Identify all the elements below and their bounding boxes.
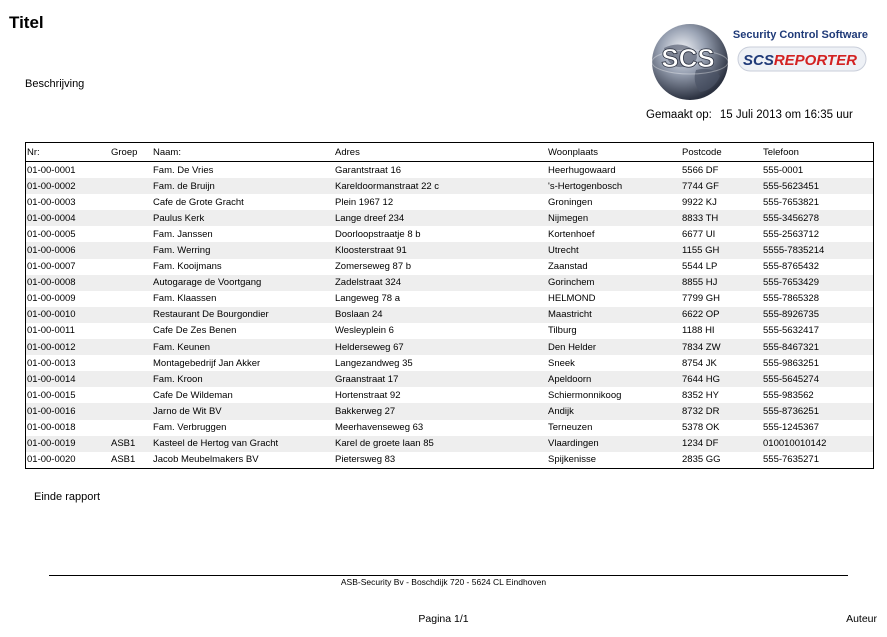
cell-groep — [110, 339, 152, 355]
logo-emblem-text: SCS — [661, 43, 715, 73]
cell-groep — [110, 259, 152, 275]
cell-woonplaats: HELMOND — [548, 293, 596, 305]
cell-telefoon: 555-8467321 — [762, 339, 873, 355]
cell-telefoon: 555-0001 — [763, 164, 804, 176]
cell-nr: 01-00-0013 — [27, 357, 76, 369]
cell-telefoon: 555-5645274 — [762, 371, 873, 387]
cell-nr: 01-00-0011 — [27, 325, 75, 337]
cell-postcode: 6622 OP — [681, 307, 762, 323]
column-header-groep: Groep — [110, 143, 152, 162]
cell-nr: 01-00-0008 — [26, 275, 110, 291]
cell-naam: Cafe de Grote Gracht — [153, 196, 244, 208]
cell-telefoon: 555-983562 — [763, 389, 814, 401]
cell-nr: 01-00-0002 — [26, 178, 110, 194]
table-row — [26, 436, 873, 452]
column-header-nr: Nr: — [26, 143, 110, 162]
cell-woonplaats: Gorinchem — [547, 275, 681, 291]
cell-postcode: 5566 DF — [682, 164, 719, 176]
cell-nr: 01-00-0014 — [26, 371, 110, 387]
cell-postcode: 1188 HI — [682, 325, 715, 337]
cell-naam: Cafe De Wildeman — [153, 389, 233, 401]
cell-adres: Zadelstraat 324 — [334, 275, 547, 291]
cell-telefoon: 555-8765432 — [763, 261, 819, 273]
cell-telefoon: 555-7653821 — [763, 196, 819, 208]
cell-groep — [110, 226, 152, 242]
cell-telefoon: 5555-7835214 — [762, 242, 873, 258]
cell-groep — [110, 291, 152, 307]
cell-groep — [110, 275, 152, 291]
cell-telefoon: 555-1245367 — [763, 422, 819, 434]
cell-postcode: 8352 HY — [682, 389, 719, 401]
cell-groep — [110, 242, 152, 258]
table-row — [26, 226, 873, 242]
table-row — [26, 291, 873, 307]
cell-postcode: 5544 LP — [682, 261, 718, 273]
cell-groep: ASB1 — [111, 454, 136, 466]
cell-postcode: 7834 ZW — [681, 339, 762, 355]
cell-adres: Karel de groete laan 85 — [334, 436, 547, 452]
cell-adres: Helderseweg 67 — [334, 339, 547, 355]
table-row — [26, 452, 873, 468]
cell-telefoon: 555-9863251 — [763, 357, 819, 369]
table-row — [26, 420, 873, 436]
cell-nr: 01-00-0003 — [27, 196, 76, 208]
column-header-adres: Adres — [334, 143, 547, 162]
cell-woonplaats: Spijkenisse — [548, 454, 597, 466]
cell-telefoon: 555-2563712 — [763, 228, 819, 240]
table-row — [26, 323, 873, 339]
cell-postcode: 8833 TH — [681, 210, 762, 226]
cell-postcode: 9922 KJ — [682, 196, 717, 208]
cell-adres: Langeweg 78 a — [335, 293, 400, 305]
cell-groep — [110, 194, 152, 210]
table-row — [26, 242, 873, 258]
created-on — [646, 109, 853, 121]
cell-nr: 01-00-0015 — [27, 389, 76, 401]
end-of-report: Einde rapport — [34, 491, 101, 503]
table-row — [26, 355, 873, 371]
cell-telefoon: 555-3456278 — [762, 210, 873, 226]
cell-postcode: 5378 OK — [682, 422, 720, 434]
cell-telefoon: 555-8736251 — [762, 403, 873, 419]
cell-groep — [110, 323, 152, 339]
table-row — [26, 403, 873, 419]
cell-naam: Kasteel de Hertog van Gracht — [152, 436, 334, 452]
cell-adres: Langezandweg 35 — [335, 357, 413, 369]
author: Auteur — [846, 613, 877, 625]
scs-logo — [650, 20, 880, 108]
cell-adres: Graanstraat 17 — [334, 371, 547, 387]
cell-woonplaats: Groningen — [548, 196, 593, 208]
cell-nr: 01-00-0005 — [27, 228, 76, 240]
cell-adres: Bakkerweg 27 — [334, 403, 547, 419]
cell-woonplaats: Schiermonnikoog — [548, 389, 622, 401]
cell-groep — [110, 387, 152, 403]
cell-nr: 01-00-0020 — [27, 454, 76, 466]
cell-adres: Garantstraat 16 — [335, 164, 402, 176]
column-header-telefoon: Telefoon — [762, 143, 873, 162]
cell-telefoon: 555-8926735 — [762, 307, 873, 323]
cell-postcode: 7644 HG — [681, 371, 762, 387]
cell-groep — [110, 371, 152, 387]
cell-adres: Pietersweg 83 — [335, 454, 396, 466]
cell-woonplaats: Tilburg — [548, 325, 577, 337]
cell-telefoon: 555-5623451 — [762, 178, 873, 194]
cell-naam: Fam. Kroon — [152, 371, 334, 387]
cell-nr: 01-00-0018 — [27, 422, 76, 434]
cell-naam: Restaurant De Bourgondier — [152, 307, 334, 323]
cell-naam: Cafe De Zes Benen — [153, 325, 237, 337]
footer-address: ASB-Security Bv - Boschdijk 720 - 5624 CL Eindhoven — [340, 577, 547, 587]
cell-nr: 01-00-0019 — [26, 436, 110, 452]
cell-telefoon: 555-7865328 — [763, 293, 819, 305]
cell-naam: Fam. Verbruggen — [153, 422, 227, 434]
cell-adres: Kareldoormanstraat 22 c — [334, 178, 547, 194]
column-header-postcode: Postcode — [681, 143, 762, 162]
cell-nr: 01-00-0001 — [27, 164, 76, 176]
cell-telefoon: 010010010142 — [762, 436, 873, 452]
cell-woonplaats: Zaanstad — [548, 261, 588, 273]
cell-groep: ASB1 — [110, 436, 152, 452]
table-row — [26, 162, 873, 179]
cell-groep — [110, 420, 152, 436]
cell-groep — [110, 355, 152, 371]
table-row — [26, 307, 873, 323]
table-row — [26, 371, 873, 387]
cell-postcode: 6677 UI — [682, 228, 716, 240]
cell-naam: Fam. Klaassen — [153, 293, 217, 305]
cell-postcode: 2835 GG — [682, 454, 721, 466]
table-row — [26, 178, 873, 194]
cell-adres: Zomerseweg 87 b — [335, 261, 412, 273]
table-header-row — [26, 143, 873, 162]
cell-naam: Jarno de Wit BV — [152, 403, 334, 419]
cell-naam: Autogarage de Voortgang — [152, 275, 334, 291]
created-value: 15 Juli 2013 om 16:35 uur — [719, 109, 853, 121]
column-header-woonplaats: Woonplaats — [547, 143, 681, 162]
cell-postcode: 1155 GH — [681, 242, 762, 258]
table-row — [26, 387, 873, 403]
cell-nr: 01-00-0012 — [26, 339, 110, 355]
cell-naam: Fam. Janssen — [153, 228, 213, 240]
cell-naam: Jacob Meubelmakers BV — [153, 454, 259, 466]
cell-woonplaats: Nijmegen — [547, 210, 681, 226]
cell-postcode: 8732 DR — [681, 403, 762, 419]
cell-woonplaats: Heerhugowaard — [548, 164, 616, 176]
created-label: Gemaakt op: — [646, 109, 712, 121]
cell-telefoon: 555-7653429 — [762, 275, 873, 291]
cell-naam: Paulus Kerk — [152, 210, 334, 226]
cell-adres: Boslaan 24 — [334, 307, 547, 323]
table-row — [26, 210, 873, 226]
cell-naam: Montagebedrijf Jan Akker — [153, 357, 261, 369]
cell-adres: Meerhavenseweg 63 — [335, 422, 424, 434]
table-row — [26, 339, 873, 355]
logo-scs-text: SCS — [743, 52, 774, 69]
cell-woonplaats: Vlaardingen — [547, 436, 681, 452]
cell-nr: 01-00-0007 — [27, 261, 76, 273]
cell-woonplaats: Utrecht — [547, 242, 681, 258]
cell-postcode: 1234 DF — [681, 436, 762, 452]
cell-adres: Wesleyplein 6 — [335, 325, 394, 337]
cell-woonplaats: Maastricht — [547, 307, 681, 323]
cell-nr: 01-00-0006 — [26, 242, 110, 258]
cell-adres: Hortenstraat 92 — [335, 389, 401, 401]
cell-nr: 01-00-0016 — [26, 403, 110, 419]
cell-naam: Fam. de Bruijn — [152, 178, 334, 194]
footer-divider — [49, 575, 848, 576]
cell-telefoon: 555-7635271 — [763, 454, 819, 466]
cell-postcode: 8754 JK — [682, 357, 717, 369]
cell-naam: Fam. De Vries — [153, 164, 214, 176]
cell-groep — [110, 210, 152, 226]
cell-naam: Fam. Keunen — [152, 339, 334, 355]
column-header-naam: Naam: — [152, 143, 334, 162]
report-description: Beschrijving — [25, 78, 85, 90]
cell-postcode: 8855 HJ — [681, 275, 762, 291]
cell-woonplaats: Andijk — [547, 403, 681, 419]
cell-groep — [110, 403, 152, 419]
cell-woonplaats: Den Helder — [547, 339, 681, 355]
cell-woonplaats: Apeldoorn — [547, 371, 681, 387]
cell-adres: Kloosterstraat 91 — [334, 242, 547, 258]
logo-reporter-text: REPORTER — [773, 52, 857, 69]
cell-naam: Fam. Kooijmans — [153, 261, 222, 273]
cell-groep — [110, 178, 152, 194]
cell-adres: Lange dreef 234 — [334, 210, 547, 226]
cell-postcode: 7744 GF — [681, 178, 762, 194]
cell-postcode: 7799 GH — [682, 293, 721, 305]
cell-groep — [110, 162, 152, 179]
report-title: Titel — [9, 13, 44, 32]
cell-woonplaats: Terneuzen — [548, 422, 593, 434]
cell-telefoon: 555-5632417 — [763, 325, 819, 337]
report-table — [25, 142, 874, 469]
cell-adres: Plein 1967 12 — [335, 196, 394, 208]
svg-text:SCSREPORTER — [743, 52, 857, 69]
table-row — [26, 275, 873, 291]
table-row — [26, 259, 873, 275]
cell-woonplaats: 's-Hertogenbosch — [547, 178, 681, 194]
cell-nr: 01-00-0004 — [26, 210, 110, 226]
cell-naam: Fam. Werring — [152, 242, 334, 258]
page-number: Pagina 1/1 — [418, 613, 469, 625]
logo-top-text: Security Control Software — [732, 29, 868, 41]
cell-adres: Doorloopstraatje 8 b — [335, 228, 421, 240]
table-row — [26, 194, 873, 210]
cell-nr: 01-00-0009 — [27, 293, 76, 305]
cell-woonplaats: Sneek — [548, 357, 575, 369]
cell-groep — [110, 307, 152, 323]
cell-nr: 01-00-0010 — [26, 307, 110, 323]
cell-woonplaats: Kortenhoef — [548, 228, 595, 240]
